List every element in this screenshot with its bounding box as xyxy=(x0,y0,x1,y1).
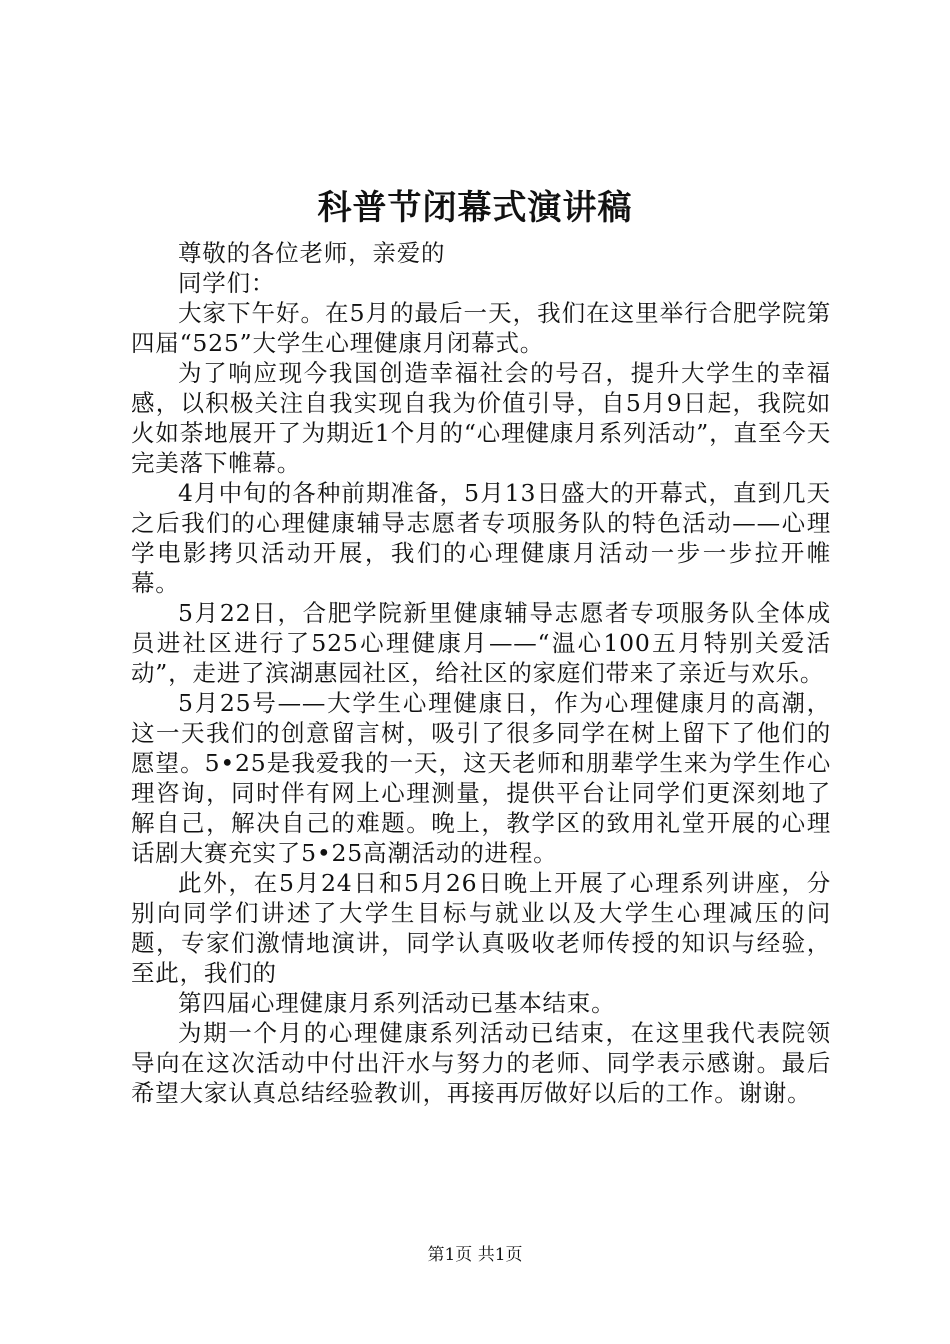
paragraph-community: 5月22日，合肥学院新里健康辅导志愿者专项服务队全体成员进社区进行了525心理健康月——“温心100五月特别关爱活动”，走进了滨湖惠园社区，给社区的家庭们带来了亲近与欢乐。 xyxy=(131,599,831,687)
paragraph-salutation: 尊敬的各位老师，亲爱的 xyxy=(178,239,446,267)
page-footer: 第1页 共1页 xyxy=(427,1245,523,1265)
paragraph-health-day: 5月25号——大学生心理健康日，作为心理健康月的高潮，这一天我们的创意留言树，吸引了很多同学在树上留下了他们的愿望。5•25是我爱我的一天，这天老师和朋辈学生来为学生作心理咨询，同时伴有网上心理测量，提供平台让同学们更深刻地了解自己，解决自己的难题。晚上，教学区的致用礼堂开展的心理话剧大赛充实了5•25高潮活动的进程。 xyxy=(131,689,831,867)
paragraph-preparation: 4月中旬的各种前期准备，5月13日盛大的开幕式，直到几天之后我们的心理健康辅导志愿者专项服务队的特色活动——心理学电影拷贝活动开展，我们的心理健康月活动一步一步拉开帷幕。 xyxy=(131,479,831,597)
paragraph-background: 为了响应现今我国创造幸福社会的号召，提升大学生的幸福感，以积极关注自我实现自我为价值引导，自5月9日起，我院如火如荼地展开了为期近1个月的“心理健康月系列活动”，直至今天完美落下帷幕。 xyxy=(131,359,831,477)
document-title: 科普节闭幕式演讲稿 xyxy=(317,188,633,228)
document-body xyxy=(131,238,831,1108)
paragraph-conclusion: 第四届心理健康月系列活动已基本结束。 xyxy=(178,989,616,1017)
paragraph-thanks: 为期一个月的心理健康系列活动已结束，在这里我代表院领导向在这次活动中付出汗水与努力的老师、同学表示感谢。最后希望大家认真总结经验教训，再接再厉做好以后的工作。谢谢。 xyxy=(131,1019,831,1107)
paragraph-greeting: 大家下午好。在5月的最后一天，我们在这里举行合肥学院第四届“525”大学生心理健康月闭幕式。 xyxy=(131,299,831,357)
paragraph-lectures: 此外，在5月24日和5月26日晚上开展了心理系列讲座，分别向同学们讲述了大学生目标与就业以及大学生心理减压的问题，专家们激情地演讲，同学认真吸收老师传授的知识与经验，至此，我们的 xyxy=(131,869,831,987)
paragraph-salutation-cont: 同学们： xyxy=(178,269,276,297)
